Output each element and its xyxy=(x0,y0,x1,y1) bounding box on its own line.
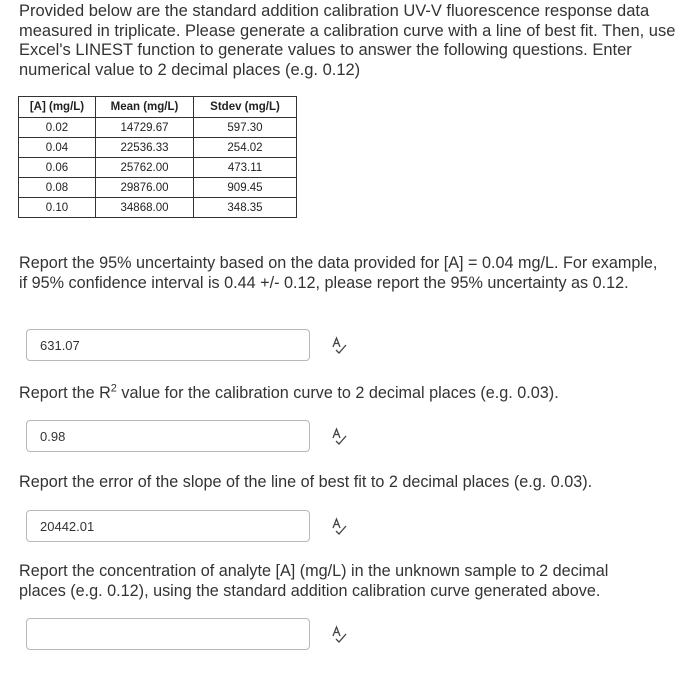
table-row xyxy=(19,198,297,218)
spellcheck-icon[interactable] xyxy=(331,625,347,643)
answer-1-input[interactable] xyxy=(26,329,310,361)
table-header-row xyxy=(19,97,297,118)
table-row xyxy=(19,158,297,178)
spellcheck-icon[interactable] xyxy=(331,336,347,354)
cell-stdev: 348.35 xyxy=(194,198,297,218)
question-3-text: Report the error of the slope of the line of best fit to 2 decimal places (e.g. 0.03). xyxy=(19,473,593,491)
question-2-text-end: value for the calibration curve to 2 decimal places (e.g. 0.03). xyxy=(116,384,559,402)
cell-concentration: 0.08 xyxy=(19,178,96,198)
column-header-mean: Mean (mg/L) xyxy=(96,97,194,118)
spellcheck-icon[interactable] xyxy=(331,517,347,535)
answer-3-input[interactable] xyxy=(26,510,310,542)
cell-stdev: 254.02 xyxy=(194,138,297,158)
cell-concentration: 0.04 xyxy=(19,138,96,158)
column-header-stdev: Stdev (mg/L) xyxy=(194,97,297,118)
cell-mean: 22536.33 xyxy=(96,138,194,158)
answer-4-input[interactable] xyxy=(26,618,310,650)
question-2-text-start: Report the R xyxy=(19,384,111,402)
cell-concentration: 0.02 xyxy=(19,118,96,138)
cell-concentration: 0.06 xyxy=(19,158,96,178)
table-row xyxy=(19,138,297,158)
question-2-text xyxy=(19,384,659,404)
answer-2-input[interactable] xyxy=(26,420,310,452)
cell-stdev: 909.45 xyxy=(194,178,297,198)
cell-stdev: 473.11 xyxy=(194,158,297,178)
spellcheck-icon[interactable] xyxy=(331,427,347,445)
question-4-text: Report the concentration of analyte [A] (mg/L) in the unknown sample to 2 decimal places (e.g. 0.12), using the standard addition calibration curve generated above. xyxy=(19,562,609,600)
question-1-text: Report the 95% uncertainty based on the data provided for [A] = 0.04 mg/L. For example, if 95% confidence interval is 0.44 +/- 0.12, please report the 95% uncertainty as 0.12. xyxy=(19,254,658,292)
cell-mean: 14729.67 xyxy=(96,118,194,138)
cell-mean: 34868.00 xyxy=(96,198,194,218)
cell-mean: 25762.00 xyxy=(96,158,194,178)
calibration-data-table xyxy=(18,96,297,218)
table-row xyxy=(19,178,297,198)
cell-concentration: 0.10 xyxy=(19,198,96,218)
instructions-text: Provided below are the standard addition calibration UV-V fluorescence response data measured in triplicate. Please generate a calibration curve with a line of best fit. Then, use Excel's LINEST function to generate values to answer the following questions. Enter numerical value to 2 decimal places (e.g. 0.12) xyxy=(19,2,676,79)
cell-stdev: 597.30 xyxy=(194,118,297,138)
table-row xyxy=(19,118,297,138)
cell-mean: 29876.00 xyxy=(96,178,194,198)
column-header-concentration: [A] (mg/L) xyxy=(19,97,96,118)
superscript-2: 2 xyxy=(110,382,117,395)
